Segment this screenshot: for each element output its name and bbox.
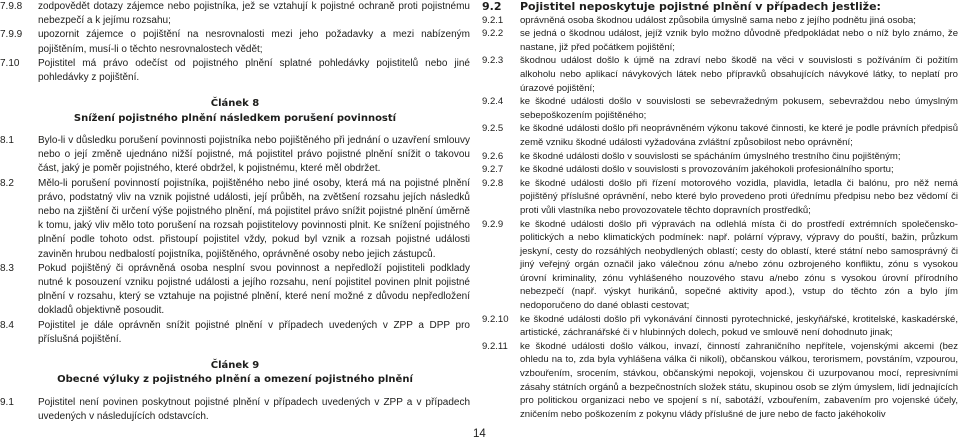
paragraph-text: ke škodné události došlo válkou, invazí, činností zahraničního nepřítele, vojenskými akcemi (bez ohledu na to, zda byla vyhlášena válka či nikoli), občanskou válkou, terorismem, povstáním, vzpourou, vzbouřením, srocením, stávkou, občanskými nepokoji, vojenskou či uzurpovanou mocí, represivními zásahy státních orgánů a bezpečnostních složek státu, skupinou osob se zlým úmyslem, lidí jednajících pro politickou organizaci nebo ve spojení s ní, sabotáží, vzbouřením, zabavením pro vojenské účely, zničením nebo poškozením z pokynu vlády příslušné de jure nebo de facto jakéhokoliv [520, 340, 958, 420]
paragraph-item [482, 150, 958, 164]
paragraph-text: ke škodné události došlo při neoprávněném výkonu takové činnosti, ke které je podle právních předpisů země vzniku škodné události vyžadována zvláštní způsobilost nebo oprávnění; [520, 123, 958, 148]
paragraph-number: 9.2 [482, 0, 502, 13]
paragraph-text: Mělo-li porušení povinností pojistníka, pojištěného nebo jiné osoby, která má na pojistné plnění právo, podstatný vliv na vznik pojistné události, její průběh, na zvětšení rozsahu jejích následků nebo na zjištění či určení výše pojistného plnění, má pojistitel právo snížit pojistné plnění úměrně k tomu, jaký vliv mělo toto porušení na rozsah pojistitelovy povinnosti plnit. Ke snížení pojistného plnění podle tohoto odst. přistoupí pojistitel vždy, pokud byl vznik a rozsah pojistné události zaviněn hrubou nedbalostí pojistníka, pojištěného, oprávněné osoby nebo jejich zástupců. [38, 177, 470, 260]
article-9-title: Článek 9 [210, 360, 260, 372]
paragraph-item [0, 177, 470, 262]
paragraph-number: 7.9.9 [0, 29, 23, 41]
paragraph-item [482, 313, 958, 340]
paragraph-text: oprávněná osoba škodnou událost způsobila úmyslně sama nebo z jejího podnětu jiná osoba; [520, 14, 916, 26]
paragraph-text: zodpovědět dotazy zájemce nebo pojistníka, jež se vztahují k pojistné ochraně proti pojistnému nebezpečí a k jejímu rozsahu; [38, 1, 470, 27]
paragraph-item [0, 28, 470, 56]
paragraph-text: ke škodné události došlo při výpravách na odlehlá místa či do prostředí extrémních společensko-politických a nebo klimatických podmínek: např. polární výpravy, výpravy do pouští, bažin, průzkum jeskyní, cesty do rozsáhlých neobydlených oblastí; cesty do oblastí, které státní nebo samosprávný či jiný veřejný orgán označil jako válečnou zónu a/nebo zónu ozbrojeného konfliktu, zónu s vysokou úrovní kriminality, zónu vyhlášeného nouzového stavu a/nebo zónu s vysokou úrovní přírodního nebezpečí (např. výskyt hurikánů, sopečné aktivity apod.), vstup do těchto zón a bylo jím nedoporučeno do dané oblasti cestovat; [520, 218, 958, 312]
paragraph-item [0, 319, 470, 347]
paragraph-number: 9.2.8 [482, 177, 504, 189]
paragraph-number: 9.2.3 [482, 55, 504, 67]
paragraph-item [0, 262, 470, 319]
paragraph-item [0, 57, 470, 85]
paragraph-text: ke škodné události došlo v souvislosti se spácháním úmyslného trestního činu pojištěným; [520, 150, 901, 162]
paragraph-number: 8.1 [0, 135, 14, 147]
paragraph-number: 8.4 [0, 319, 14, 331]
paragraph-number: 8.3 [0, 262, 14, 274]
article-9-list [0, 396, 470, 424]
paragraph-item [482, 54, 958, 95]
paragraph-item [482, 14, 958, 28]
paragraph-number: 9.2.1 [482, 14, 504, 26]
paragraph-item [482, 218, 958, 313]
paragraph-item [482, 177, 958, 218]
paragraph-text: se jedná o škodnou událost, jejíž vznik bylo možno důvodně předpokládat nebo o níž bylo známo, že nastane, již před počátkem pojištění; [520, 28, 958, 53]
paragraph-number: 9.2.4 [482, 96, 504, 108]
paragraph-text: Pojistitel má právo odečíst od pojistného plnění splatné pohledávky pojistitelů nebo jiné pohledávky z pojištění. [38, 57, 470, 84]
paragraph-text: Pojistitel neposkytuje pojistné plnění v případech jestliže: [520, 0, 881, 13]
left-column [0, 0, 470, 424]
article-8-title: Článek 8 [210, 98, 260, 110]
paragraph-text: Pokud pojištěný či oprávněná osoba nesplní svou povinnost a nepředloží pojistiteli podklady nutné k posouzení vzniku pojistné události a jejího rozsahu, není pojistitel povinen plnit pojistné plnění v rozsahu, který se vztahuje na pojistné plnění, které není možné z důvodu nepředložení dokladů objektivně posoudit. [38, 262, 470, 317]
article-8-list [0, 134, 470, 347]
left-pre-list [0, 0, 470, 85]
exclusions-list [482, 14, 958, 422]
paragraph-number: 8.2 [0, 177, 14, 189]
paragraph-item [482, 27, 958, 54]
paragraph-number: 9.2.9 [482, 218, 504, 230]
paragraph-number: 9.2.10 [482, 313, 509, 325]
paragraph-item [0, 396, 470, 424]
paragraph-number: 9.2.2 [482, 28, 504, 40]
paragraph-item [0, 134, 470, 177]
paragraph-number: 7.9.8 [0, 1, 23, 12]
paragraph-text: ke škodné události došlo při vykonávání činnosti pyrotechnické, jeskyňářské, krotitelské, kaskadérské, artistické, záchranářské či v hlubinných dolech, pokud ve smlouvě není dohodnuto jinak; [520, 313, 958, 339]
paragraph-text: škodnou událost došlo k újmě na zdraví nebo škodě na věci v souvislosti s požíváním či požitím alkoholu nebo aplikací návykových látek nebo přípravků obsahujících návykové látky, to neplatí pro úrazové pojištění; [520, 55, 958, 94]
paragraph-text: Bylo-li v důsledku porušení povinnosti pojistníka nebo pojištěného při jednání o uzavření smlouvy nebo o její změně ujednáno nižší pojistné, má pojistitel právo pojistné plnění snížit o takovou část, jaký je poměr pojistného, které obdržel, k pojistnému, které měl obdržet. [38, 135, 470, 175]
paragraph-number: 9.2.6 [482, 150, 504, 162]
paragraph-text: Pojistitel není povinen poskytnout pojistné plnění v případech uvedených v ZPP a v případech uvedených v následujících odstavcích. [38, 396, 470, 423]
paragraph-number: 9.2.5 [482, 123, 504, 135]
paragraph-item [482, 95, 958, 122]
paragraph-item [482, 163, 958, 177]
paragraph-text: ke škodné události došlo v souvislosti se sebevražedným pokusem, sebevraždou nebo úmyslným sebepoškozením pojištěného; [520, 96, 958, 121]
paragraph-text: Pojistitel je dále oprávněn snížit pojistné plnění v případech uvedených v ZPP a DPP pro příslušná pojištění. [38, 319, 470, 345]
paragraph-text: ke škodné události došlo v souvislosti s provozováním jakéhokoli profesionálního sportu; [520, 164, 894, 176]
paragraph-number: 9.2.7 [482, 164, 504, 176]
article-8-subtitle: Snížení pojistného plnění následkem porušení povinností [73, 112, 397, 124]
paragraph-number: 9.1 [0, 396, 14, 408]
paragraph-number: 9.2.11 [482, 340, 508, 352]
paragraph-item [482, 340, 958, 422]
paragraph-item [482, 122, 958, 149]
paragraph-item [0, 0, 470, 28]
paragraph-text: upozornit zájemce o pojištění na nesrovnalosti mezi jeho požadavky a mezi nabízeným pojištěním, musí-li o těchto nesrovnalostech vědět; [38, 29, 470, 55]
paragraph-text: ke škodné události došlo při řízení motorového vozidla, plavidla, letadla či balónu, pro něž nemá pojištěný příslušné oprávnění, nebo které bylo provedeno proti úřednímu předpisu nebo bez vědomí či proti vůli vlastníka nebo provozovatele těchto dopravních prostředků; [520, 177, 958, 216]
paragraph-9-2 [482, 0, 958, 14]
article-9-subtitle: Obecné výluky z pojistného plnění a omezení pojistného plnění [57, 374, 413, 386]
page-number: 14 [473, 428, 486, 440]
paragraph-number: 7.10 [0, 57, 20, 69]
right-column [482, 0, 958, 421]
